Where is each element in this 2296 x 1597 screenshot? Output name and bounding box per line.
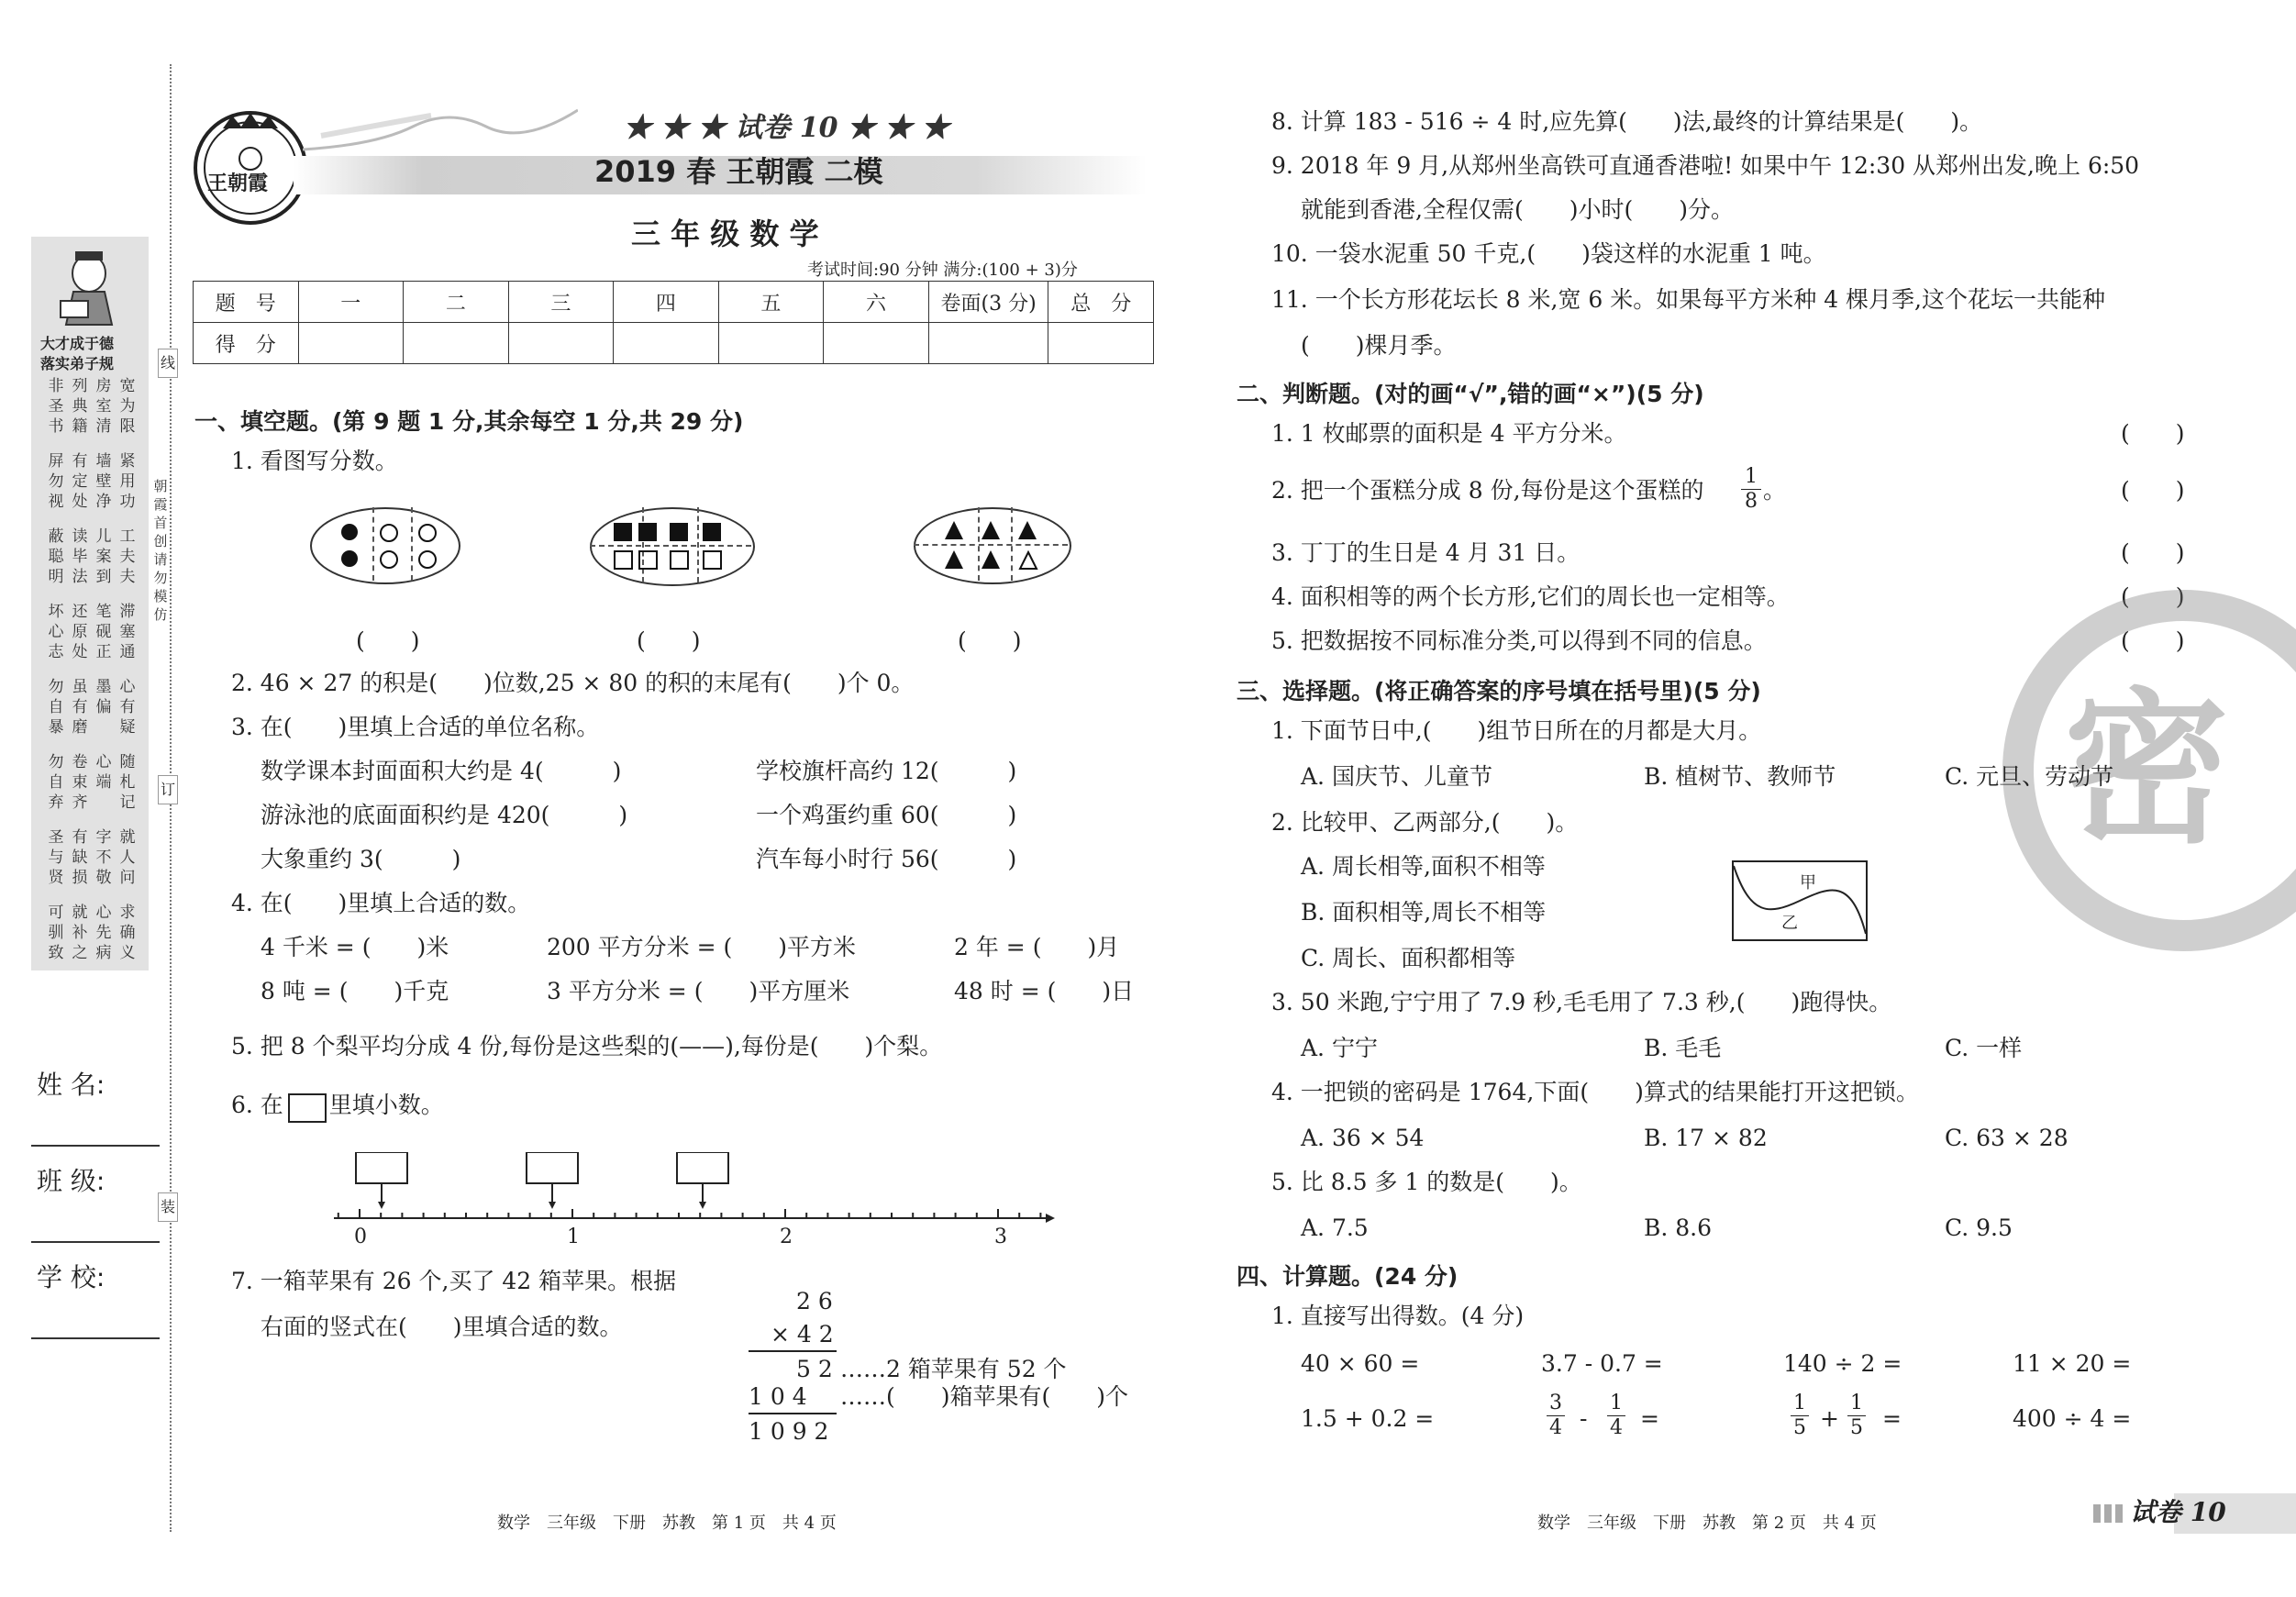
score-cell[interactable] [824,323,929,364]
choice-option: C. 周长、面积都相等 [1301,945,1516,971]
fraction-denominator: 5 [1793,1416,1806,1439]
filled-triangle-icon [945,521,963,539]
divider [411,507,413,581]
judge-item-end: 。 [1763,477,1787,504]
choice-option: C. 9.5 [1945,1214,2013,1241]
section-1-title: 一、填空题。(第 9 题 1 分,其余每空 1 分,共 29 分) [194,408,744,435]
judge-blank[interactable]: ( ) [2121,477,2185,504]
paper-label: ★ ★ ★ 试卷 10 ★ ★ ★ [624,112,949,144]
score-header-cell: 二 [404,282,509,323]
divider [978,507,980,581]
divider [590,545,751,547]
name-field[interactable] [31,1145,160,1147]
question-7-line2: 右面的竖式在( )里填合适的数。 [261,1314,623,1340]
motto: 工夫夫 [119,527,136,586]
motto: 虽有磨 [72,678,88,737]
fraction-figure-triangles [914,507,1071,584]
vertical-rule [749,1413,837,1414]
judge-item: 1. 1 枚邮票的面积是 4 平方分米。 [1271,420,1627,447]
fraction-denominator: 4 [1610,1416,1623,1439]
score-header-cell: 一 [298,282,404,323]
school-field[interactable] [31,1337,160,1339]
choice-option: C. 一样 [1945,1035,2023,1061]
calc-item: 40 × 60 = [1301,1350,1420,1377]
empty-square-icon [614,550,633,570]
motto: 宽为限 [119,377,136,436]
calc-item: 400 ÷ 4 = [2013,1405,2132,1432]
judge-item: 3. 丁丁的生日是 4 月 31 日。 [1271,539,1581,566]
motto: 心有疑 [119,678,136,737]
exam-title: 2019 春 王朝霞 二模 [594,154,883,189]
question-3: 3. 在( )里填上合适的单位名称。 [231,714,600,740]
motto: 卷束齐 [72,753,88,812]
calc-equals: = [1640,1405,1659,1432]
calc-fraction [1607,1392,1625,1439]
score-header-cell: 总 分 [1048,282,1154,323]
numline-label: 0 [354,1225,367,1248]
question-1: 1. 看图写分数。 [231,448,398,474]
numline-label: 2 [780,1225,793,1248]
answer-blank[interactable]: ( ) [356,627,420,654]
choice-option: A. 宁宁 [1301,1035,1378,1061]
fold-label: 装 [158,1192,178,1222]
sidebar-caption-1: 大才成于德 [40,335,115,352]
filled-square-icon [703,523,721,541]
question-5: 5. 把 8 个梨平均分成 4 份,每份是这些梨的(——),每份是( )个梨。 [231,1033,943,1059]
class-label: 班 级: [37,1166,105,1196]
filled-circle-icon [341,524,358,540]
score-cell[interactable] [718,323,824,364]
choice-option: B. 8.6 [1644,1214,1713,1241]
fraction-numerator: 1 [1745,465,1758,488]
motto: 有定处 [72,452,88,511]
question-8: 8. 计算 183 - 516 ÷ 4 时,应先算( )法,最终的计算结果是( )。 [1271,108,1983,135]
vertical-note: ……2 箱苹果有 52 个 [840,1356,1067,1382]
question-4: 4. 在( )里填上合适的数。 [231,890,531,916]
empty-circle-icon [418,550,437,569]
fraction-numerator: 1 [1793,1392,1806,1414]
calc-fraction [1547,1392,1565,1439]
filled-triangle-icon [1018,521,1037,539]
fraction-denominator: 4 [1549,1416,1562,1439]
region-label: 乙 [1781,914,1798,933]
q3-item: 汽车每小时行 56( ) [756,846,1017,872]
empty-square-icon [638,550,658,570]
page-footer-left: 数学 三年级 下册 苏教 第 1 页 共 4 页 [497,1514,837,1533]
logo-text: 王朝霞 [207,172,269,195]
fraction-numerator: 3 [1549,1392,1562,1414]
choice-option: C. 元旦、劳动节 [1945,763,2114,790]
motto: 儿案到 [95,527,112,586]
fraction-numerator: 1 [1610,1392,1623,1414]
judge-item: 5. 把数据按不同标准分类,可以得到不同的信息。 [1271,627,1767,654]
q4-item: 2 年 = ( )月 [954,934,1120,960]
motto: 勿自暴 [48,678,64,737]
judge-blank[interactable]: ( ) [2121,539,2185,566]
q4-item: 4 千米 = ( )米 [261,934,449,960]
score-cell[interactable] [928,323,1048,364]
divider [372,507,374,581]
class-field[interactable] [31,1241,160,1243]
number-line [330,1152,1055,1253]
fraction-figure-circles [310,507,460,584]
calc-fraction [1791,1392,1809,1439]
score-header-cell: 六 [824,282,929,323]
motto: 随札记 [119,753,136,812]
filled-triangle-icon [945,550,963,569]
empty-square-icon [703,550,722,570]
answer-blank[interactable]: ( ) [958,627,1022,654]
logo-emblem [191,108,310,227]
numline-label: 3 [994,1225,1007,1248]
choice-option: B. 面积相等,周长不相等 [1301,899,1547,926]
scholar-illustration [48,246,130,327]
numline-label: 1 [567,1225,580,1248]
fraction-numerator: 1 [1850,1392,1863,1414]
fold-label: 线 [158,349,178,378]
side-note: 朝霞首创 请勿模仿 [153,478,168,623]
vertical-rule [749,1350,837,1352]
calc-equals: = [1882,1405,1902,1432]
empty-triangle-icon [1018,550,1038,574]
subject-title: 三 年 级 数 学 [631,216,819,251]
choice-2: 2. 比较甲、乙两部分,( )。 [1271,809,1579,836]
divider [642,507,644,582]
choice-option: A. 36 × 54 [1301,1125,1425,1151]
filled-triangle-icon [982,550,1000,569]
name-label: 姓 名: [37,1070,105,1100]
divider [1011,507,1013,581]
q3-item: 数学课本封面面积大约是 4( ) [261,758,622,784]
answer-blank[interactable]: ( ) [637,627,701,654]
judge-fraction [1741,466,1761,513]
motto: 墙壁净 [95,452,112,511]
filled-square-icon [638,523,657,541]
vertical-row: × 4 2 [771,1321,834,1347]
question-7-line1: 7. 一箱苹果有 26 个,买了 42 箱苹果。根据 [231,1268,677,1294]
question-6: 6. 在 里填小数。 [231,1092,444,1118]
q3-item: 大象重约 3( ) [261,846,461,872]
empty-square-icon [670,550,689,570]
choice-1: 1. 下面节日中,( )组节日所在的月都是大月。 [1271,717,1762,744]
motto: 非圣书 [48,377,64,436]
section-2-title: 二、判断题。(对的画“√”,错的画“×”)(5 分) [1237,381,1704,407]
choice-option: B. 17 × 82 [1644,1125,1768,1151]
vertical-row: 5 2 [796,1356,833,1382]
choice-option: C. 63 × 28 [1945,1125,2069,1151]
motto: 就补之 [72,904,88,962]
choice-option: B. 植树节、教师节 [1644,763,1836,790]
motto: 求确义 [119,904,136,962]
choice-option: A. 国庆节、儿童节 [1301,763,1492,790]
ribbon-icon [303,99,578,154]
score-cell[interactable] [1048,323,1154,364]
empty-circle-icon [380,524,398,542]
q4-item: 48 时 = ( )日 [954,978,1135,1004]
q3-item: 一个鸡蛋约重 60( ) [756,802,1017,828]
filled-square-icon [670,523,688,541]
motto: 紧用功 [119,452,136,511]
score-header-cell: 卷面(3 分) [928,282,1048,323]
question-10: 10. 一袋水泥重 50 千克,( )袋这样的水泥重 1 吨。 [1271,240,1826,267]
judge-blank[interactable]: ( ) [2121,420,2185,447]
motto: 可驯致 [48,904,64,962]
judge-item: 2. 把一个蛋糕分成 8 份,每份是这个蛋糕的 [1271,477,1704,504]
q3-item: 游泳池的底面面积约是 420( ) [261,802,628,828]
choice-5: 5. 比 8.5 多 1 的数是( )。 [1271,1169,1582,1195]
judge-item: 4. 面积相等的两个长方形,它们的周长也一定相等。 [1271,583,1790,610]
page-footer-right: 数学 三年级 下册 苏教 第 2 页 共 4 页 [1537,1514,1877,1533]
motto: 读毕法 [72,527,88,586]
filled-square-icon [614,523,632,541]
stamp-character: 密 [2064,674,2230,866]
calc-item: 140 ÷ 2 = [1783,1350,1902,1377]
calc-operator: + [1820,1405,1839,1432]
choice-option: B. 毛毛 [1644,1035,1722,1061]
calc-item: 3.7 - 0.7 = [1541,1350,1663,1377]
calc-item: 1.5 + 0.2 = [1301,1405,1435,1432]
motto: 还原处 [72,603,88,661]
motto: 字不敬 [95,828,112,887]
score-row-label: 得 分 [194,323,299,364]
calc-operator: - [1580,1405,1588,1432]
q3-item: 学校旗杆高约 12( ) [756,758,1017,784]
score-cell[interactable] [298,323,404,364]
choice-option: A. 周长相等,面积不相等 [1301,853,1546,880]
vertical-row: 2 6 [796,1288,833,1314]
motto: 墨偏 [95,678,112,716]
q4-item: 8 吨 = ( )千克 [261,978,449,1004]
time-score: 考试时间:90 分钟 满分:(100 + 3)分 [807,261,1078,280]
motto: 就人问 [119,828,136,887]
filled-triangle-icon [982,521,1000,539]
score-table [193,281,1154,364]
choice-3: 3. 50 米跑,宁宁用了 7.9 秒,毛毛用了 7.3 秒,( )跑得快。 [1271,989,1892,1015]
motto: 蔽聪明 [48,527,64,586]
fraction-denominator: 5 [1850,1416,1863,1439]
calc-fraction [1847,1392,1866,1439]
q6-inline-box [288,1093,327,1123]
sidebar-caption-2: 落实弟子规 [40,355,115,372]
section-4-title: 四、计算题。(24 分) [1237,1263,1459,1290]
score-header-cell: 五 [718,282,824,323]
motto: 滞塞通 [119,603,136,661]
score-header-cell: 题 号 [194,282,299,323]
score-cell[interactable] [404,323,509,364]
score-header-cell: 四 [614,282,719,323]
motto: 房室清 [95,377,112,436]
question-9-line2: 就能到香港,全程仅需( )小时( )分。 [1301,196,1734,223]
judge-blank[interactable]: ( ) [2121,627,2185,654]
corner-label: 试卷 10 [2130,1497,2226,1527]
fold-label: 订 [158,775,178,804]
choice-4: 4. 一把锁的密码是 1764,下面( )算式的结果能打开这把锁。 [1271,1079,1919,1105]
choice-option: A. 7.5 [1301,1214,1369,1241]
empty-circle-icon [380,550,398,569]
calc-question: 1. 直接写出得数。(4 分) [1271,1303,1525,1329]
judge-blank[interactable]: ( ) [2121,583,2185,610]
motto: 勿自弃 [48,753,64,812]
motto: 列典籍 [72,377,88,436]
empty-circle-icon [418,524,437,542]
fraction-denominator: 8 [1745,490,1758,513]
motto: 圣与贤 [48,828,64,887]
q4-item: 3 平方分米 = ( )平方厘米 [547,978,850,1004]
vertical-row: 1 0 9 2 [749,1418,829,1445]
score-header-cell: 三 [508,282,614,323]
question-2: 2. 46 × 27 的积是( )位数,25 × 80 的积的末尾有( )个 0。 [231,670,915,696]
vertical-row: 1 0 4 [749,1383,807,1410]
motto: 笔砚正 [95,603,112,661]
corner-dots [2093,1504,2126,1523]
school-label: 学 校: [37,1262,105,1292]
vertical-note: ……( )箱苹果有( )个 [840,1383,1129,1410]
motto: 心先病 [95,904,112,962]
motto: 坏心志 [48,603,64,661]
motto: 有缺损 [72,828,88,887]
motto-columns [39,376,141,963]
fraction-figure-squares [590,507,755,586]
score-cell[interactable] [508,323,614,364]
filled-circle-icon [341,550,358,567]
calc-item: 11 × 20 = [2013,1350,2132,1377]
question-11-line2: ( )棵月季。 [1301,332,1457,359]
section-3-title: 三、选择题。(将正确答案的序号填在括号里)(5 分) [1237,678,1761,704]
divider [697,507,699,582]
motto: 心端 [95,753,112,792]
divider [914,544,1068,546]
q4-item: 200 平方分米 = ( )平方米 [547,934,857,960]
question-9-line1: 9. 2018 年 9 月,从郑州坐高铁可直通香港啦! 如果中午 12:30 从郑州出发,晚上 6:50 [1271,152,2140,179]
motto: 屏勿视 [48,452,64,511]
question-11-line1: 11. 一个长方形花坛长 8 米,宽 6 米。如果每平方米种 4 棵月季,这个花坛一共能种 [1271,286,2105,313]
region-label: 甲 [1800,873,1816,893]
score-cell[interactable] [614,323,719,364]
